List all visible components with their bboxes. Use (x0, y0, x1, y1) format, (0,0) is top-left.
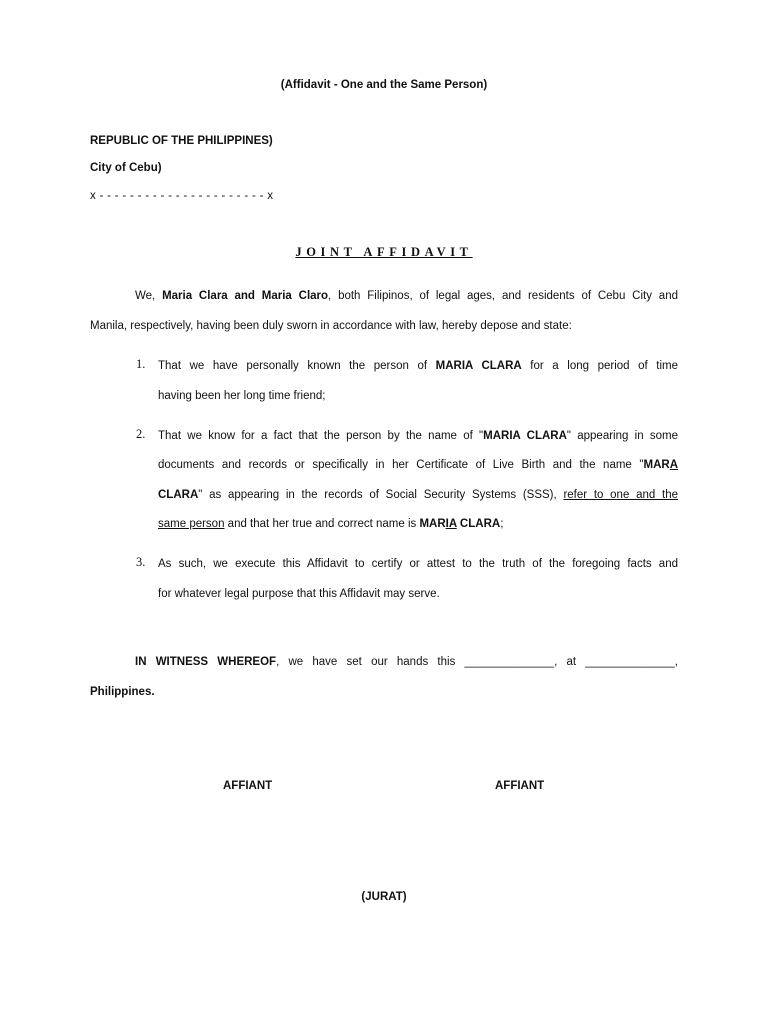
intro-line-2: Manila, respectively, having been duly sworn in accordance with law, hereby depose and state: (90, 320, 572, 332)
item-2-number: 2. (136, 427, 146, 441)
document-subtitle: (Affidavit - One and the Same Person) (280, 79, 488, 91)
affiant-names: Maria Clara and Maria Claro (162, 290, 329, 302)
item-2-line-1: That we know for a fact that the person by the name of "MARIA CLARA" appearing in some (158, 430, 678, 442)
item-2-line-3: CLARA" as appearing in the records of Social Security Systems (SSS), refer to one and the (158, 489, 678, 501)
venue-republic: REPUBLIC OF THE PHILIPPINES) (90, 135, 273, 147)
item-2-line-4: same person and that her true and correct name is MARIA CLARA; (158, 518, 504, 530)
item-1-line-2: having been her long time friend; (158, 390, 326, 402)
item-1-line-1: That we have personally known the person of MARIA CLARA for a long period of time (158, 360, 679, 372)
venue-separator: x - - - - - - - - - - - - - - - - - - - - - - x (90, 190, 274, 202)
item-3-line-1: As such, we execute this Affidavit to certify or attest to the truth of the foregoing facts and (158, 558, 678, 570)
item-1-number: 1. (136, 357, 146, 371)
affiant-signature-right: AFFIANT (495, 780, 545, 792)
item-3-line-2: for whatever legal purpose that this Affidavit may serve. (158, 588, 440, 600)
venue-city: City of Cebu) (90, 162, 162, 174)
document-title: JOINT AFFIDAVIT (295, 245, 473, 259)
item-3-number: 3. (136, 555, 146, 569)
item-2-line-2: documents and records or specifically in her Certificate of Live Birth and the name "MARA (158, 459, 678, 471)
affiant-signature-left: AFFIANT (223, 780, 273, 792)
witness-line-1: IN WITNESS WHEREOF, we have set our hands this ______________, at ______________, (135, 656, 678, 668)
jurat-label: (JURAT) (361, 891, 407, 903)
witness-line-2: Philippines. (90, 686, 155, 698)
intro-line-1: We, Maria Clara and Maria Claro, both Filipinos, of legal ages, and residents of Cebu City and (135, 290, 678, 302)
